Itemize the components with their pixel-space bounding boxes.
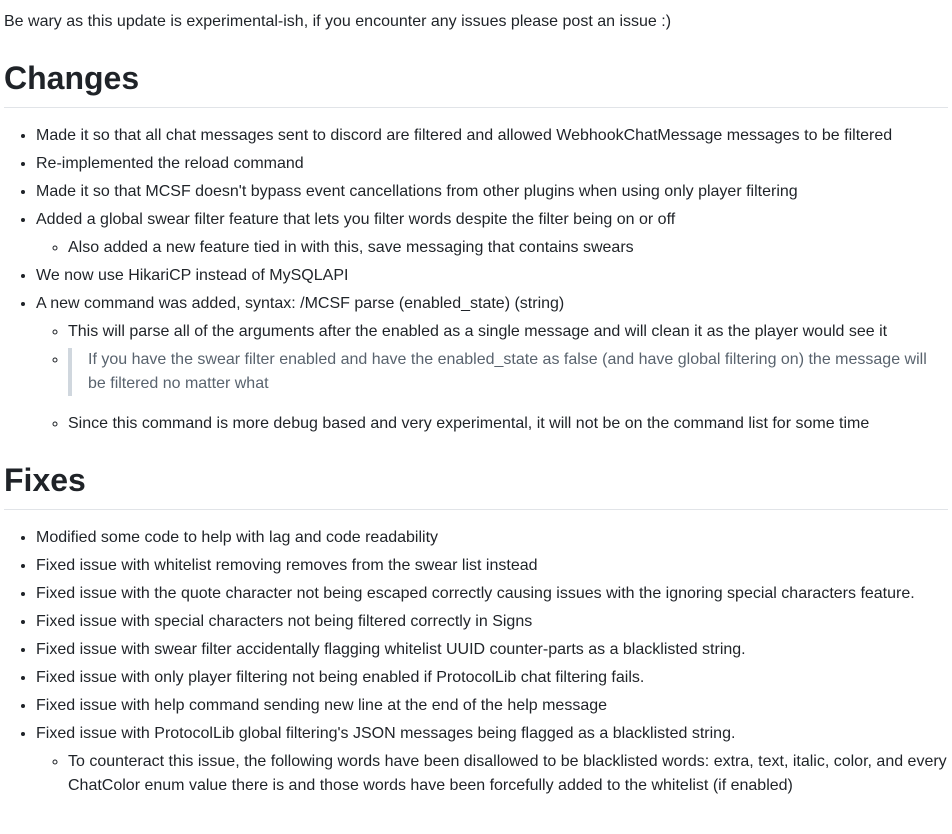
- fix-subitem: ◦ To counteract this issue, the following words have been disallowed to be blacklisted words: extra, text, italic, color, and every ChatColor enum value there is and those words have been forcefully added to the whitelist (if enabled): [68, 750, 948, 798]
- change-sublist: [36, 320, 948, 436]
- fix-item-text: Fixed issue with ProtocolLib global filtering's JSON messages being flagged as a blacklisted string.: [36, 725, 736, 742]
- fix-item: • Fixed issue with swear filter accidentally flagging whitelist UUID counter-parts as a blacklisted string.: [36, 638, 948, 662]
- change-subitem: [68, 348, 948, 396]
- fix-item: • Fixed issue with the quote character not being escaped correctly causing issues with the ignoring special characters feature.: [36, 582, 948, 606]
- change-subitem: ◦ This will parse all of the arguments after the enabled as a single message and will clean it as the player would see it: [68, 320, 948, 344]
- fixes-heading: Fixes: [4, 460, 948, 510]
- fix-item: • Fixed issue with special characters not being filtered correctly in Signs: [36, 610, 948, 634]
- fix-item: • Fixed issue with help command sending new line at the end of the help message: [36, 694, 948, 718]
- change-item: • We now use HikariCP instead of MySQLAPI: [36, 264, 948, 288]
- change-subitem: ◦ Since this command is more debug based and very experimental, it will not be on the command list for some time: [68, 412, 948, 436]
- note-blockquote: ◦ If you have the swear filter enabled and have the enabled_state as false (and have global filtering on) the message will be filtered no matter what: [68, 348, 948, 396]
- fix-sublist: [36, 750, 948, 798]
- change-item: [36, 292, 948, 436]
- change-item-text: A new command was added, syntax: /MCSF parse (enabled_state) (string): [36, 295, 565, 312]
- change-item: [36, 208, 948, 260]
- fix-item: [36, 722, 948, 798]
- change-item: • Made it so that MCSF doesn't bypass event cancellations from other plugins when using only player filtering: [36, 180, 948, 204]
- change-item: • Made it so that all chat messages sent to discord are filtered and allowed WebhookChatMessage messages to be filtered: [36, 124, 948, 148]
- changes-list: [4, 124, 948, 436]
- fix-item: • Modified some code to help with lag and code readability: [36, 526, 948, 550]
- fixes-list: [4, 526, 948, 798]
- change-item: • Re-implemented the reload command: [36, 152, 948, 176]
- change-item-text: Added a global swear filter feature that lets you filter words despite the filter being on or off: [36, 211, 676, 228]
- intro-text: Be wary as this update is experimental-ish, if you encounter any issues please post an issue :): [4, 13, 672, 30]
- change-sublist: [36, 236, 948, 260]
- change-subitem: ◦ Also added a new feature tied in with this, save messaging that contains swears: [68, 236, 948, 260]
- changes-heading: Changes: [4, 58, 948, 108]
- fix-item: • Fixed issue with only player filtering not being enabled if ProtocolLib chat filtering fails.: [36, 666, 948, 690]
- fix-item: • Fixed issue with whitelist removing removes from the swear list instead: [36, 554, 948, 578]
